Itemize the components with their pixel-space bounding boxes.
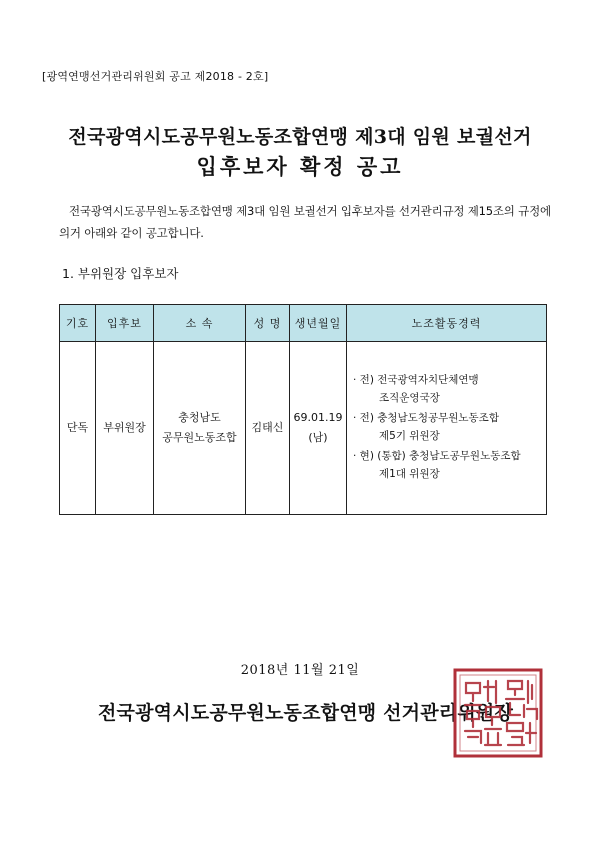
birthdate-value: 69.01.19 <box>293 411 343 424</box>
career-item-title: · 현) (통합) 충청남도공무원노동조합 <box>353 450 521 462</box>
header-career: 노조활동경력 <box>347 305 547 342</box>
table-header-row <box>60 305 547 342</box>
header-affiliation: 소 속 <box>154 305 246 342</box>
table-row <box>60 342 547 515</box>
cell-birthdate <box>290 342 347 515</box>
cell-symbol: 단독 <box>60 342 96 515</box>
career-item-title: · 전) 충청남도청공무원노동조합 <box>353 412 499 424</box>
notice-date: 2018년 11월 21일 <box>240 663 360 678</box>
career-item-title: · 전) 전국광역자치단체연맹 <box>353 374 479 386</box>
career-item-detail: 조직운영국장 <box>379 392 440 404</box>
career-item-detail: 제5기 위원장 <box>379 430 440 442</box>
career-list <box>347 371 546 483</box>
document-title: 전국광역시도공무원노동조합연맹 제3대 임원 보궐선거 <box>68 126 532 148</box>
cell-affiliation <box>154 342 246 515</box>
signer-organization: 전국광역시도공무원노동조합연맹 선거관리위원장 <box>98 702 514 724</box>
candidate-table <box>59 304 547 515</box>
cell-position: 부위원장 <box>96 342 154 515</box>
cell-name: 김태신 <box>246 342 290 515</box>
cell-career <box>347 342 547 515</box>
intro-paragraph: 전국광역시도공무원노동조합연맹 제3대 임원 보궐선거 입후보자를 선거관리규정 제15조의 규정에 의거 아래와 같이 공고합니다. <box>59 204 551 240</box>
career-item <box>353 409 546 445</box>
header-birthdate: 생년월일 <box>290 305 347 342</box>
section-heading: 1. 부위원장 입후보자 <box>62 266 179 281</box>
gender-value: (남) <box>308 431 328 444</box>
affiliation-line2: 공무원노동조합 <box>162 431 237 444</box>
header-symbol: 기호 <box>60 305 96 342</box>
career-item <box>353 447 546 483</box>
header-position: 입후보 <box>96 305 154 342</box>
career-item-detail: 제1대 위원장 <box>379 468 440 480</box>
header-name: 성 명 <box>246 305 290 342</box>
affiliation-line1: 충청남도 <box>178 411 221 424</box>
career-item <box>353 371 546 407</box>
document-subtitle: 입후보자 확정 공고 <box>196 154 404 179</box>
notice-number: [광역연맹선거관리위원회 공고 제2018 - 2호] <box>42 70 269 83</box>
official-seal-icon <box>452 667 544 759</box>
